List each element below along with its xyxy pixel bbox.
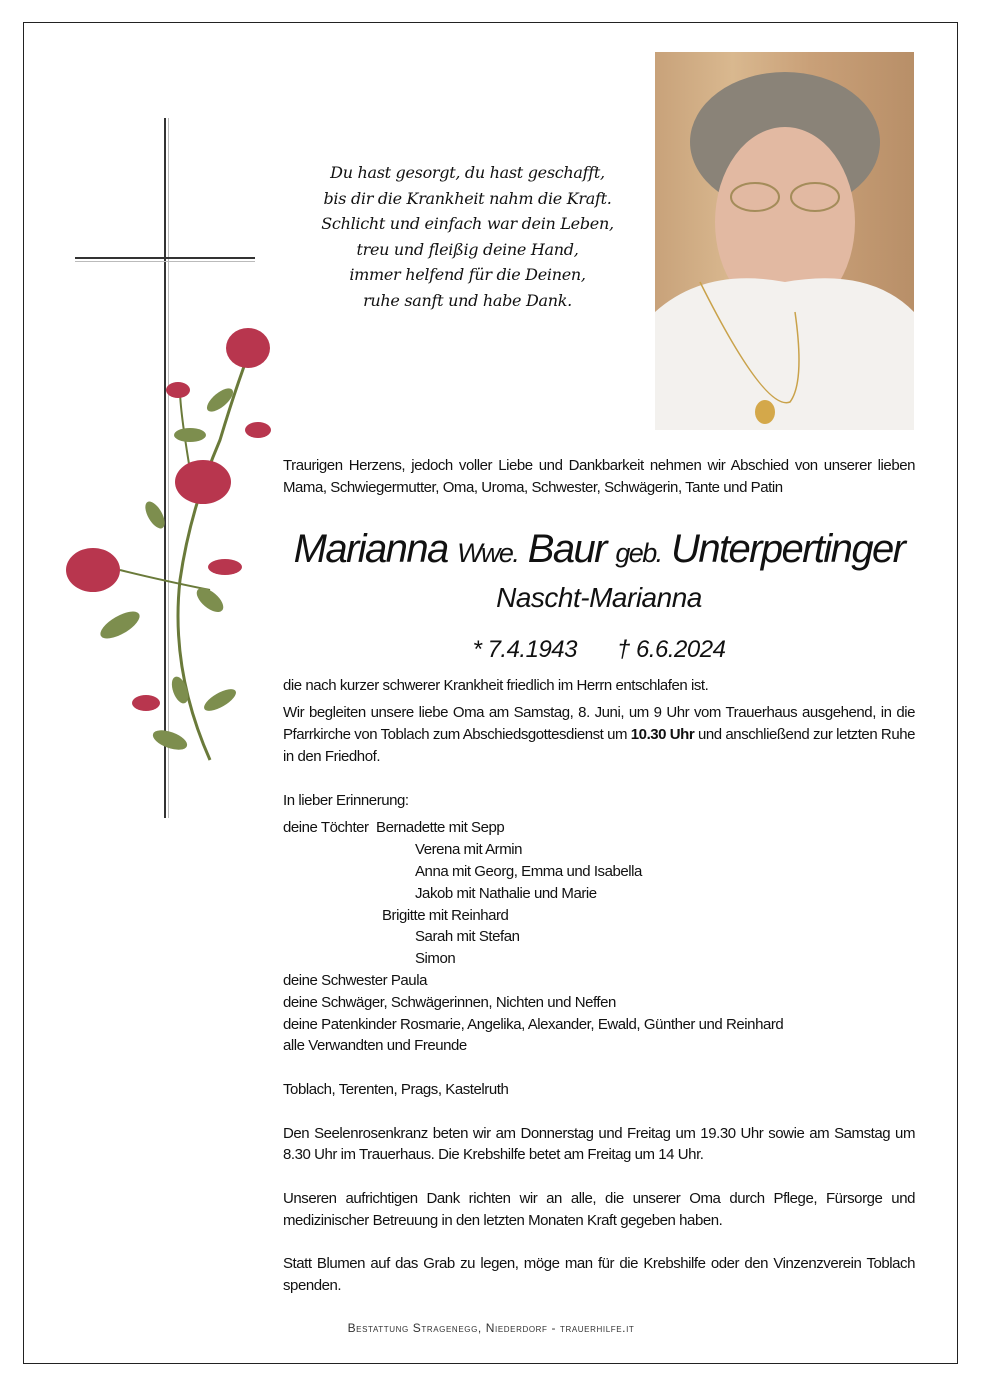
footer-funeral-home: Bestattung Stragenegg, Niederdorf - trauerhilfe.it — [347, 1320, 635, 1335]
thanks-text: Unseren aufrichtigen Dank richten wir an alle, die unserer Oma durch Pflege, Fürsorge und medizinischer Betreuung in den letzten Monaten Kraft gegeben haben. — [283, 1189, 915, 1229]
funeral-text-part: und anschließend zur letzten Ruhe in den Friedhof. — [283, 726, 915, 765]
rosary-text: Den Seelenrosenkranz beten wir am Donnerstag und Freitag um 19.30 Uhr sowie am Samstag um 8.30 Uhr im Trauerhaus. Die Krebshilfe betet am Freitag um 14 Uhr. — [283, 1124, 915, 1164]
funeral-text — [283, 702, 915, 767]
cross-with-roses — [60, 110, 280, 835]
intro-text: Traurigen Herzens, jedoch voller Liebe und Dankbarkeit nehmen wir Abschied von unserer lieben Mama, Schwiegermutter, Oma, Uroma, Schwester, Schwägerin, Tante und Patin — [283, 457, 915, 496]
grandchild: Simon — [415, 950, 456, 968]
relative: alle Verwandten und Freunde — [283, 1037, 467, 1055]
funeral-text-part: Wir begleiten unsere liebe Oma am Samstag, 8. Juni, um 9 Uhr vom Trauerhaus ausgehend, in die Pfarrkirche von Toblach zum Abschiedsgottesdienst um — [283, 704, 915, 744]
nickname: Nascht-Marianna — [496, 581, 702, 613]
widow-label: Wwe. — [457, 537, 519, 568]
poem-line: ruhe sanft und habe Dank. — [363, 290, 572, 310]
memory-title: In lieber Erinnerung: — [283, 791, 409, 809]
portrait-illustration — [655, 52, 914, 430]
death-date: † 6.6.2024 — [617, 635, 726, 663]
passing-text: die nach kurzer schwerer Krankheit friedlich im Herrn entschlafen ist. — [283, 676, 709, 694]
poem-line: Schlicht und einfach war dein Leben, — [321, 214, 614, 234]
grandchild: Sarah mit Stefan — [415, 928, 520, 946]
relative: deine Schwäger, Schwägerinnen, Nichten und Neffen — [283, 993, 616, 1011]
family-list — [283, 817, 915, 1057]
donation-text: Statt Blumen auf das Grab zu legen, möge man für die Krebshilfe oder den Vinzenzverein Toblach spenden. — [283, 1255, 915, 1295]
relative: deine Patenkinder Rosmarie, Angelika, Alexander, Ewald, Günther und Reinhard — [283, 1015, 784, 1033]
grandchild: Verena mit Armin — [415, 841, 523, 859]
grandchild: Jakob mit Nathalie und Marie — [415, 884, 597, 902]
first-name: Marianna — [293, 526, 448, 571]
deceased-name — [193, 525, 982, 577]
text-column — [283, 455, 915, 1335]
mass-time: 10.30 Uhr — [630, 726, 695, 744]
poem-line: bis dir die Krankheit nahm die Kraft. — [323, 188, 612, 208]
relative: deine Schwester Paula — [283, 971, 427, 989]
married-name: Baur — [527, 526, 606, 571]
birth-date: * 7.4.1943 — [472, 635, 577, 663]
life-dates — [283, 635, 915, 665]
poem-line: Du hast gesorgt, du hast geschafft, — [330, 163, 605, 182]
born-label: geb. — [615, 537, 662, 568]
portrait-photo — [655, 52, 914, 430]
poem-line: immer helfend für die Deinen, — [349, 265, 586, 285]
maiden-name: Unterpertinger — [671, 526, 905, 571]
daughters-label: deine Töchter — [283, 819, 369, 837]
places: Toblach, Terenten, Prags, Kastelruth — [283, 1080, 509, 1098]
poem-line: treu und fleißig deine Hand, — [356, 239, 579, 259]
poem — [290, 160, 645, 314]
grandchild: Anna mit Georg, Emma und Isabella — [415, 862, 642, 880]
daughter: Bernadette mit Sepp — [376, 819, 505, 837]
daughter: Brigitte mit Reinhard — [382, 906, 509, 924]
